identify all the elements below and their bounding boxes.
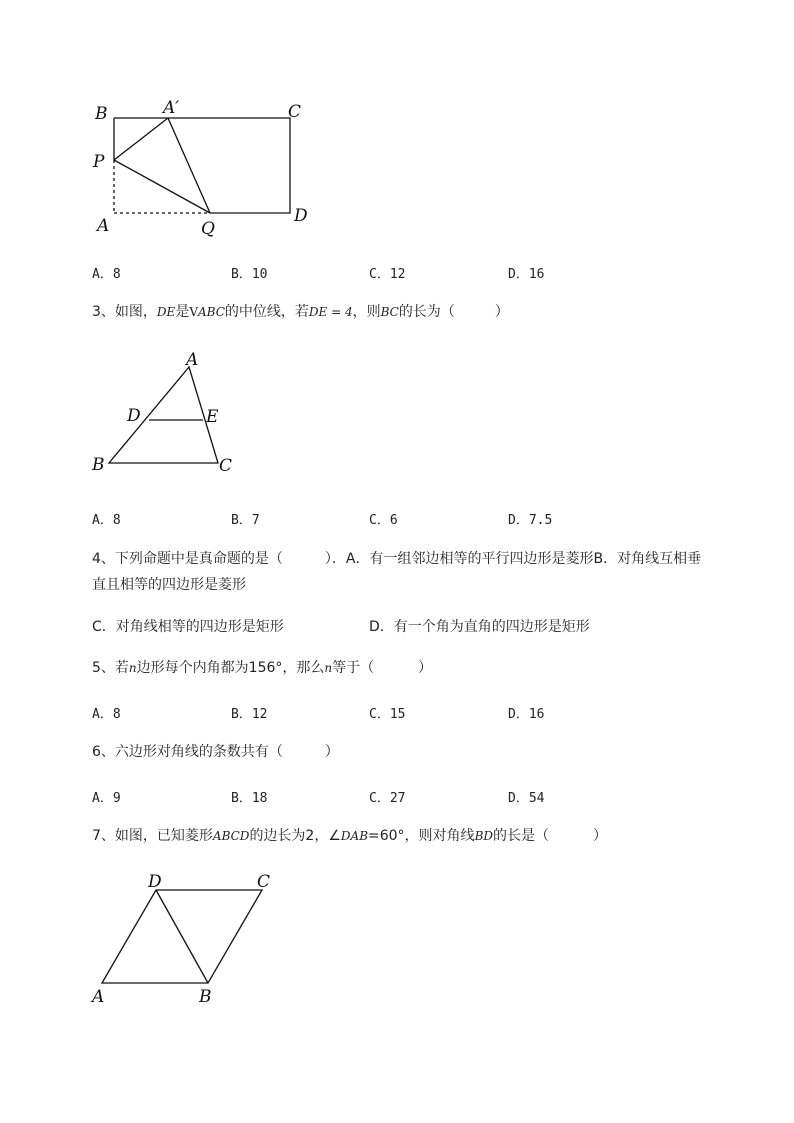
figure-triangle-midline [88,345,248,480]
label-P: P [93,152,105,172]
q3-option-b: B．7 [231,513,260,528]
question-4-line-1 [92,549,701,569]
q5-close: ） [418,660,433,676]
question-5 [92,658,432,678]
q3-mid1: 是 [175,304,190,320]
fig2-label-C: C [219,456,233,476]
fig2-label-B: B [92,455,105,475]
segment-A-prime-Q [168,118,210,213]
q7-mid: 的边长为2，∠ [249,828,341,844]
q3-de: DE [156,305,176,319]
label-A: A [97,216,110,236]
q6-option-b: B．18 [231,791,268,806]
q2-option-a: A．8 [92,267,121,282]
q3-mid3: ，则 [352,304,381,320]
fig3-label-C: C [257,872,271,892]
question-4-line-2: 直且相等的四边形是菱形 [92,577,246,593]
label-A-prime: A′ [163,98,180,118]
q3-suffix: 的长为（ [398,304,455,320]
q5-prefix: 5、若 [92,660,129,676]
q7-dab: DAB [340,829,369,843]
fig3-label-B: B [199,987,212,1007]
figure-rectangle-fold [80,90,340,250]
q4-option-c: C．对角线相等的四边形是矩形 [92,619,284,635]
diagonal-BD [156,890,208,983]
q4-line1-b: ）．A．有一组邻边相等的平行四边形是菱形B．对角线互相垂 [324,551,702,567]
figure-rhombus [85,865,295,1010]
q2-option-c: C．12 [369,267,406,282]
question-6 [92,742,339,762]
fig2-label-E: E [206,407,219,427]
q5-n2: n [324,661,333,675]
q5-option-b: B．12 [231,707,268,722]
fig2-label-D: D [127,406,141,426]
q7-bd: BD [474,829,494,843]
q7-prefix: 7、如图，已知菱形 [92,828,213,844]
q3-option-d: D．7.5 [508,513,553,528]
q3-option-a: A．8 [92,513,121,528]
question-7 [92,826,607,846]
q4-option-d: D．有一个角为直角的四边形是矩形 [369,619,590,635]
q5-suffix: 等于（ [332,660,375,676]
q3-option-c: C．6 [369,513,398,528]
q3-mid2: 的中位线，若 [224,304,309,320]
label-Q: Q [201,219,215,239]
q3-prefix: 3、如图， [92,304,157,320]
rect-top-right-bottom [114,118,290,213]
q5-option-a: A．8 [92,707,121,722]
q3-abc: ABC [197,305,225,319]
q5-option-c: C．15 [369,707,406,722]
q6-option-a: A．9 [92,791,121,806]
segment-PQ [114,160,210,213]
fig3-label-D: D [148,872,162,892]
label-C: C [288,102,302,122]
fig2-label-A: A [186,350,199,370]
q2-option-b: B．10 [231,267,268,282]
q3-close: ） [494,304,509,320]
q4-line1-a: 4、下列命题中是真命题的是（ [92,551,283,567]
q3-triangle-symbol: V [189,305,198,319]
question-3 [92,302,509,322]
q6-text: 6、六边形对角线的条数共有（ [92,744,283,760]
triangle-ABC [109,367,218,463]
q6-option-d: D．54 [508,791,545,806]
q5-option-d: D．16 [508,707,545,722]
q7-suffix: 的长是（ [493,828,550,844]
segment-PA-prime [114,118,168,160]
q5-mid: 边形每个内角都为156°，那么 [136,660,325,676]
q7-close: ） [593,828,608,844]
q6-close: ） [324,744,339,760]
q3-bc: BC [380,305,399,319]
q6-option-c: C．27 [369,791,406,806]
q5-n1: n [128,661,137,675]
label-B: B [95,104,108,124]
q2-option-d: D．16 [508,267,545,282]
fig3-label-A: A [92,987,105,1007]
q7-mid2: =60°，则对角线 [368,828,475,844]
q3-equation: DE = 4 [308,305,353,319]
label-D: D [294,206,308,226]
q7-abcd: ABCD [212,829,250,843]
